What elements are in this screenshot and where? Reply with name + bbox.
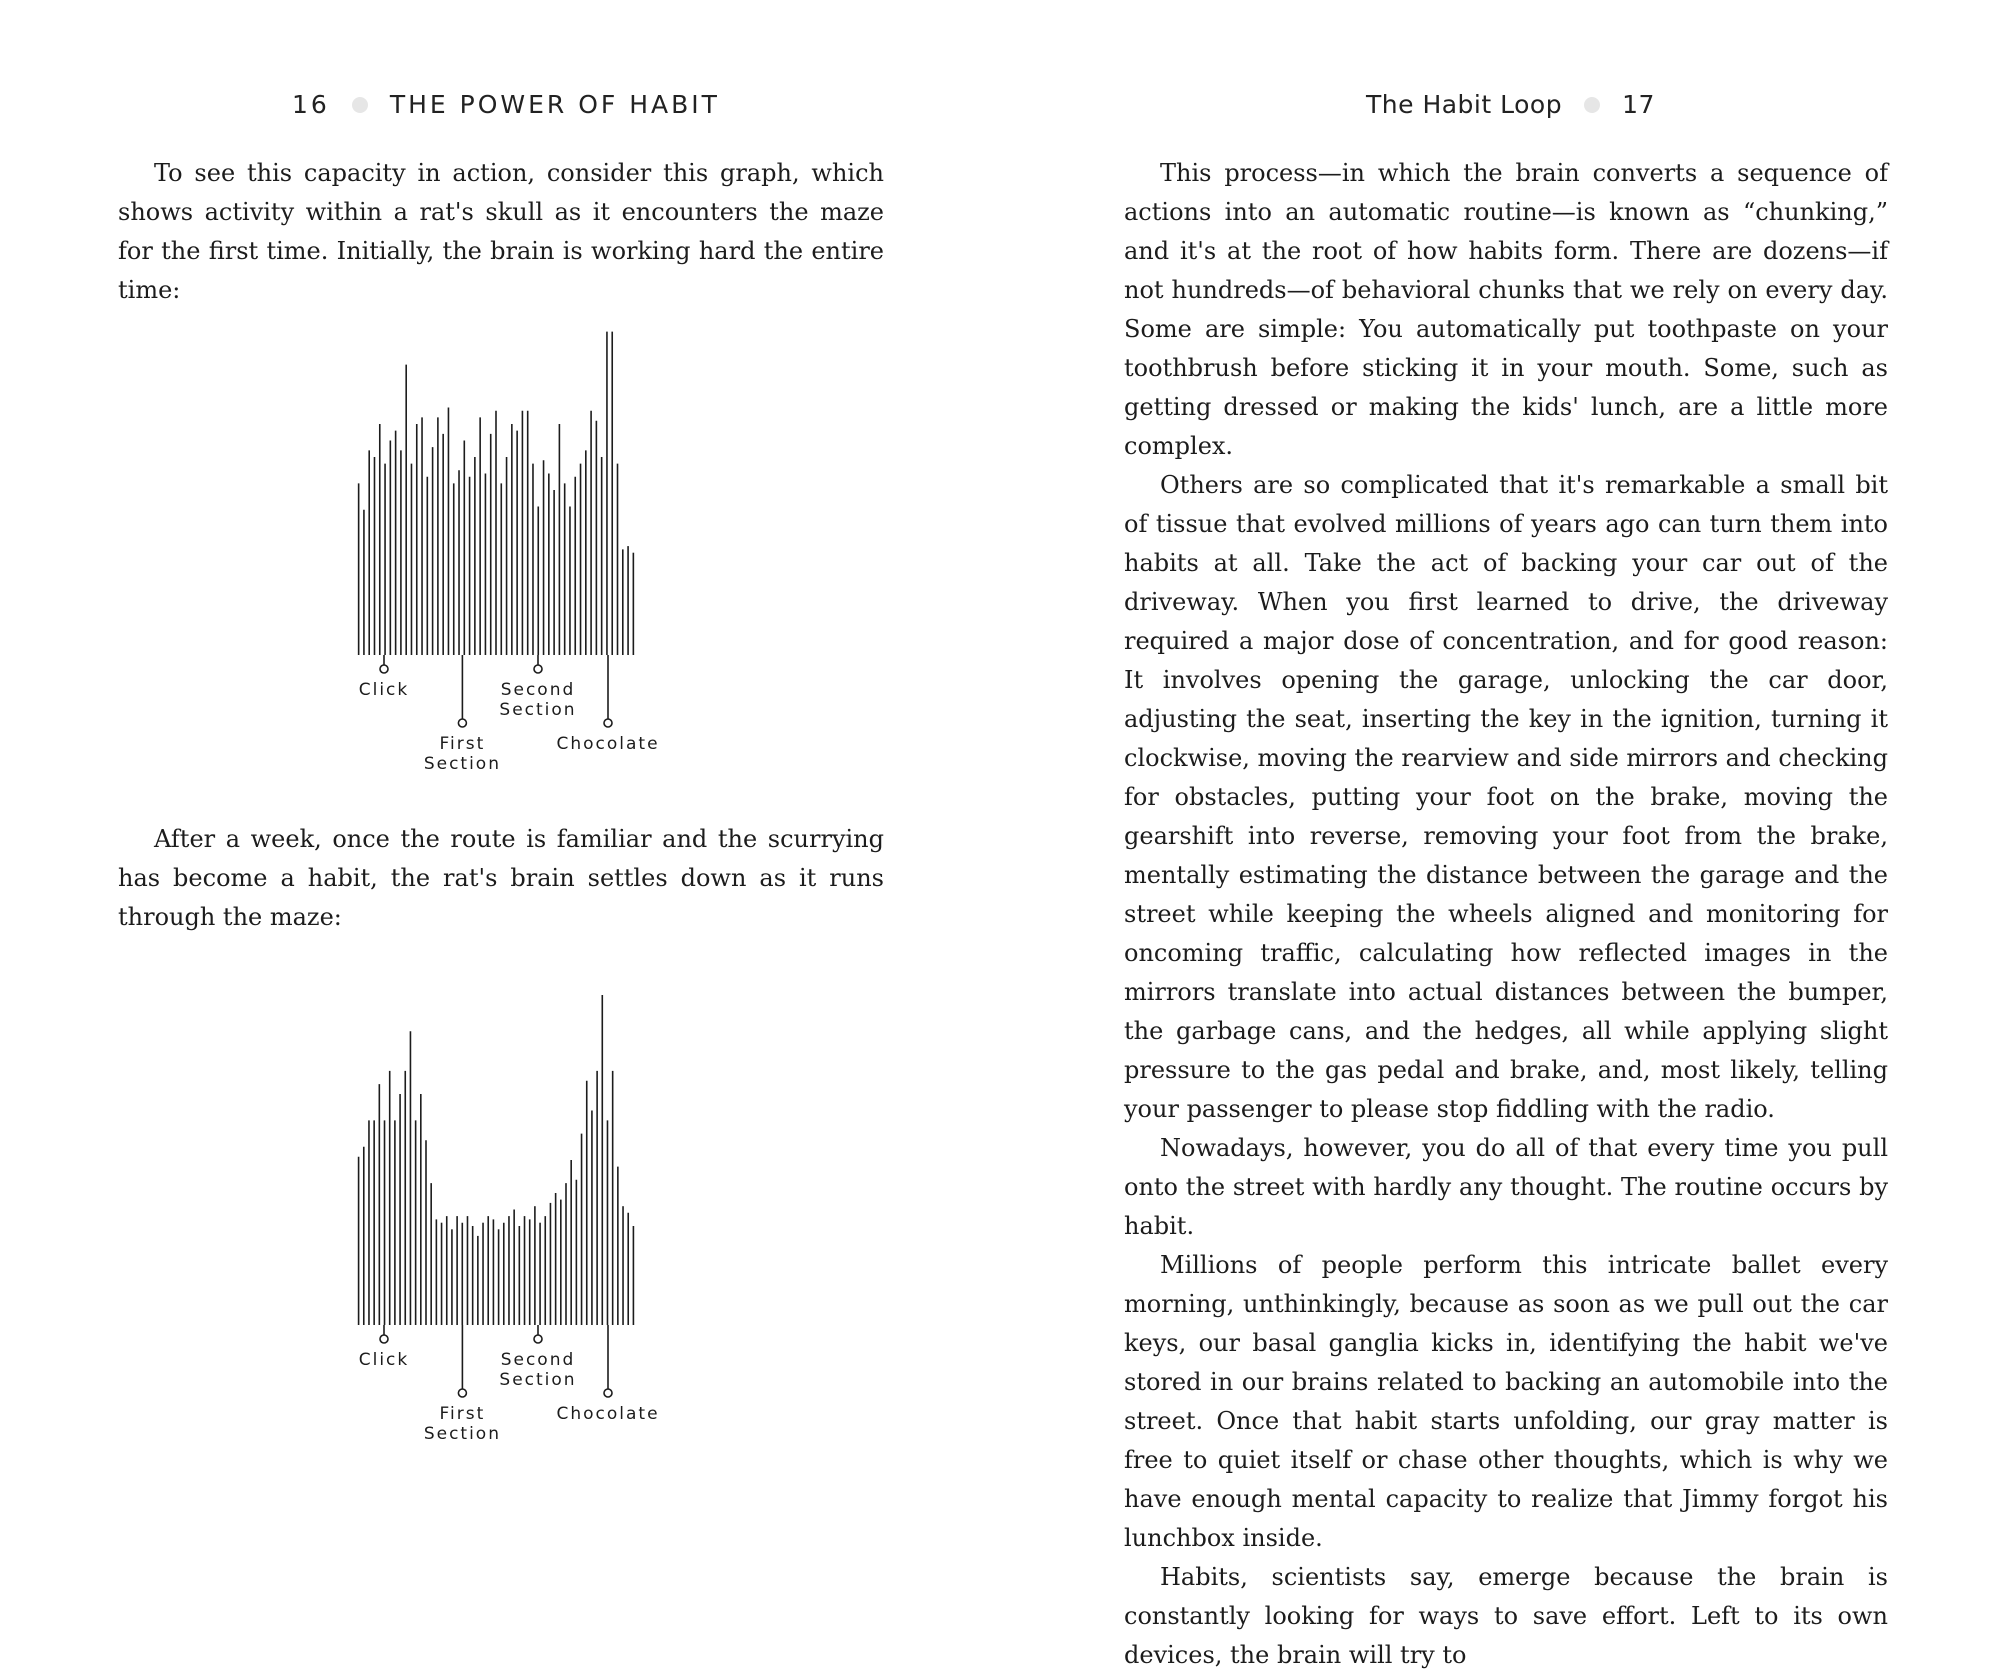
body-paragraph: Nowadays, however, you do all of that every time you pull onto the street with hardly any thought. The routine occurs by habit. — [1124, 1134, 1888, 1240]
marker-circle — [534, 665, 542, 673]
marker-label-second-section: Second Section — [499, 1350, 577, 1390]
marker-label-first-section: First Section — [423, 734, 501, 774]
left-paragraph-1: To see this capacity in action, consider this graph, which shows activity within a rat's skull as it encounters the maze for the first time. Initially, the brain is working hard the entire time: — [118, 159, 884, 304]
marker-circle — [458, 719, 466, 727]
graph-after-week-svg — [350, 980, 690, 1460]
ornament-dot-icon — [1584, 97, 1600, 113]
right-page — [1000, 0, 2000, 1669]
right-running-head — [1366, 90, 1655, 119]
marker-label-click: Click — [358, 1350, 410, 1370]
left-page — [0, 0, 1000, 1546]
body-paragraph: Others are so complicated that it's remarkable a small bit of tissue that evolved millions of years ago can turn them into habits at all. Take the act of backing your car out of the driveway. When you first learned to drive, the driveway required a major dose of concentration, and for good reason: It involves opening the garage, unlocking the car door, adjusting the seat, inserting the key in the ignition, turning it clockwise, moving the rearview and side mirrors and checking for obstacles, putting your foot on the brake, moving the gearshift into reverse, removing your foot from the brake, mentally estimating the distance between the garage and the street while keeping the wheels aligned and monitoring for oncoming traffic, calculating how reflected images in the mirrors translate into actual distances between the bumper, the garbage cans, and the hedges, all while applying slight pressure to the gas pedal and brake, and, most likely, telling your passenger to please stop fiddling with the radio. — [1124, 471, 1888, 1123]
graph-after-week — [350, 980, 690, 1460]
body-paragraph: Millions of people perform this intricate ballet every morning, unthinkingly, because as soon as we pull out the car keys, our basal ganglia kicks in, identifying the habit we've stored in our brains related to backing an automobile into the street. Once that habit starts unfolding, our gray matter is free to quiet itself or chase other thoughts, which is why we have enough mental capacity to realize that Jimmy forgot his lunchbox inside. — [1124, 1251, 1888, 1552]
marker-circle — [380, 1335, 388, 1343]
marker-circle — [604, 1389, 612, 1397]
marker-circle — [458, 1389, 466, 1397]
marker-circle — [604, 719, 612, 727]
right-page-number: 17 — [1622, 90, 1655, 119]
marker-label-chocolate: Chocolate — [556, 734, 660, 754]
marker-label-second-section: Second Section — [499, 680, 577, 720]
ornament-dot-icon — [352, 97, 368, 113]
left-running-head — [292, 90, 720, 119]
book-title: THE POWER OF HABIT — [389, 90, 720, 119]
body-paragraph: This process—in which the brain converts a sequence of actions into an automatic routine—is known as “chunking,” and it's at the root of how habits form. There are dozens—if not hundreds—of behavioral chunks that we rely on every day. Some are simple: You automatically put toothpaste on your toothbrush before sticking it in your mouth. Some, such as getting dressed or making the kids' lunch, are a little more complex. — [1124, 159, 1888, 460]
left-paragraph-2: After a week, once the route is familiar and the scurrying has become a habit, the rat's brain settles down as it runs through the maze: — [118, 825, 884, 931]
marker-label-click: Click — [358, 680, 410, 700]
chapter-title: The Habit Loop — [1366, 90, 1563, 119]
marker-circle — [380, 665, 388, 673]
graph-first-run-svg — [350, 310, 690, 790]
marker-label-chocolate: Chocolate — [556, 1404, 660, 1424]
left-page-number: 16 — [292, 90, 330, 119]
right-body-text — [1124, 154, 1888, 1675]
body-paragraph: Habits, scientists say, emerge because the brain is constantly looking for ways to save effort. Left to its own devices, the brain will try to — [1124, 1563, 1888, 1669]
marker-circle — [534, 1335, 542, 1343]
graph-first-run — [350, 310, 690, 790]
marker-label-first-section: First Section — [423, 1404, 501, 1444]
